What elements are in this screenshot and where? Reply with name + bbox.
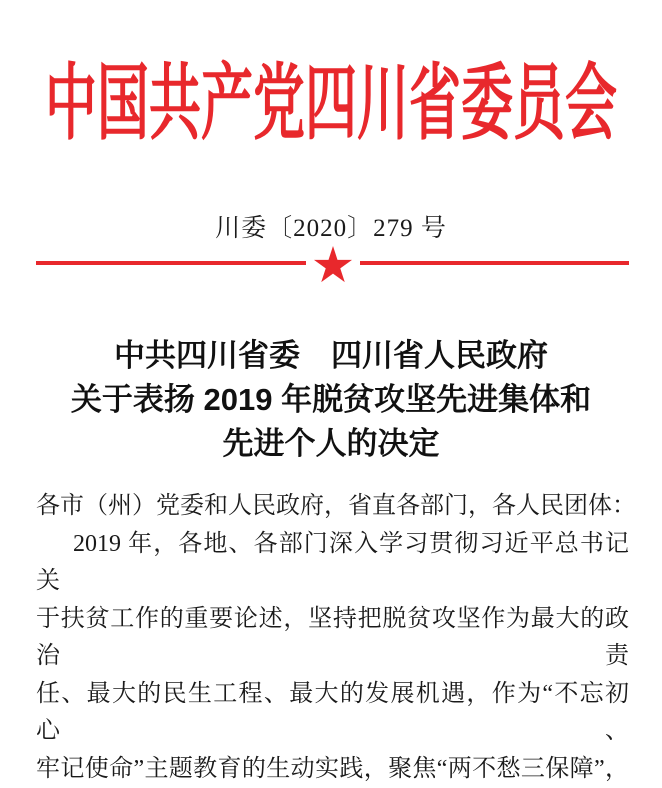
divider-line-right xyxy=(360,261,630,265)
paragraph-line: 于扶贫工作的重要论述，坚持把脱贫攻坚作为最大的政治责 xyxy=(36,601,629,676)
divider-line-left xyxy=(36,261,306,265)
document-title-line-3: 先进个人的决定 xyxy=(0,422,662,466)
document-title-line-2: 关于表扬 2019 年脱贫攻坚先进集体和 xyxy=(0,378,662,422)
letterhead-org-name: 中国共产党四川省委员会 xyxy=(45,64,617,147)
document-body xyxy=(36,488,629,788)
divider-rule xyxy=(36,244,629,282)
star-icon xyxy=(313,246,353,284)
letterhead xyxy=(0,60,662,152)
salutation-line: 各市（州）党委和人民政府，省直各部门，各人民团体： xyxy=(36,488,629,526)
document-title-line-1: 中共四川省委 四川省人民政府 xyxy=(0,334,662,378)
paragraph-line: 牢记使命”主题教育的生动实践，聚焦“两不愁三保障”， xyxy=(36,751,629,788)
paragraph-line: 任、最大的民生工程、最大的发展机遇，作为“不忘初心、 xyxy=(36,676,629,751)
document-title xyxy=(0,334,662,466)
paragraph-line: 2019 年，各地、各部门深入学习贯彻习近平总书记关 xyxy=(36,526,629,601)
doc-number: 川委〔2020〕279 号 xyxy=(0,214,662,244)
